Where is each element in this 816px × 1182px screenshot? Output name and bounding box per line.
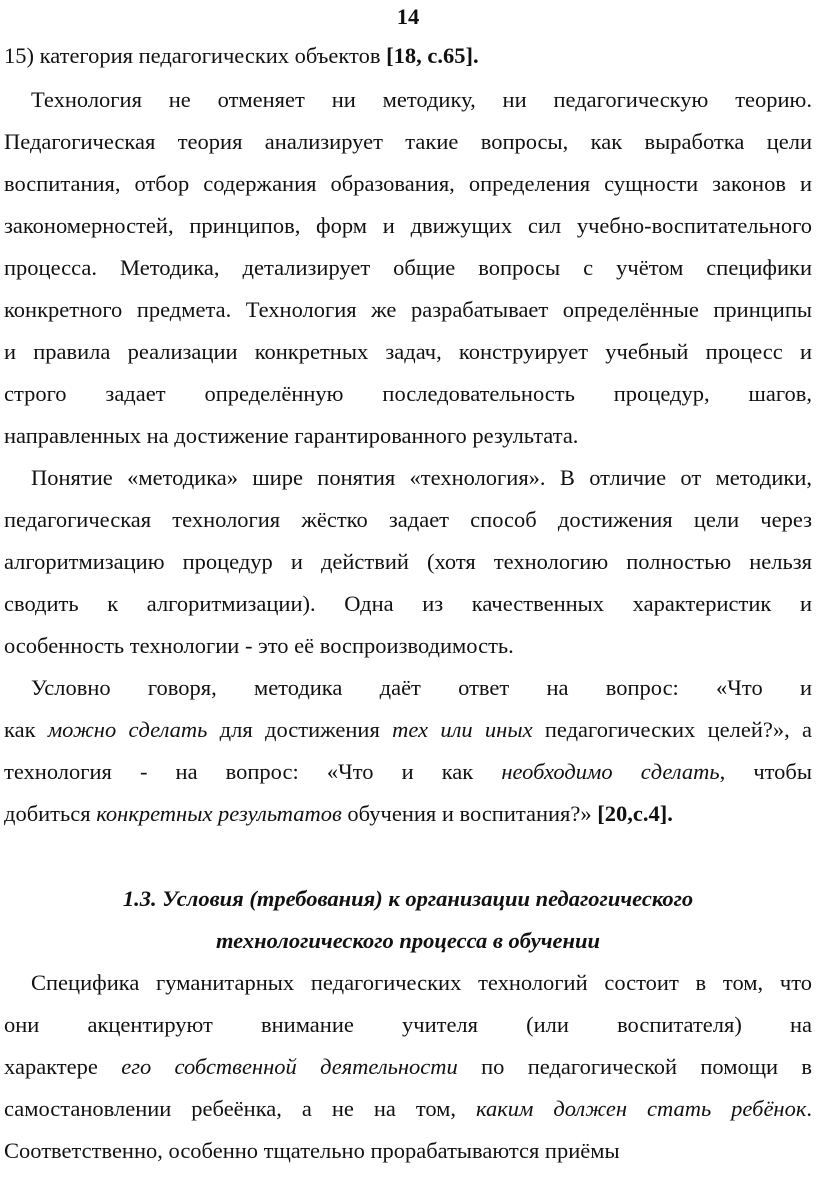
text-run: направленных на достижение гарантированного результата. xyxy=(4,423,579,448)
text-run: обучения и воспитания?» xyxy=(341,801,598,826)
paragraph-line xyxy=(4,968,812,998)
text-run: , чтобы xyxy=(719,759,812,784)
citation-text: [18, с.65]. xyxy=(386,43,479,68)
emphasis-text: можно сделать xyxy=(47,717,208,742)
list-item-15 xyxy=(4,41,812,71)
text-run: воспитания, отбор содержания образования, определения сущности законов и xyxy=(4,171,812,196)
paragraph-line xyxy=(4,757,812,787)
emphasis-text: тех или иных xyxy=(392,717,533,742)
text-run: особенность технологии - это её воспроизводимость. xyxy=(4,633,514,658)
text-run: педагогическая технология жёстко задает способ достижения цели через xyxy=(4,507,812,532)
text-run: как xyxy=(4,717,48,742)
paragraph-line xyxy=(4,715,812,745)
text-run: Специфика гуманитарных педагогических технологий состоит в том, что xyxy=(31,970,812,995)
text-run: Понятие «методика» шире понятия «технология». В отличие от методики, xyxy=(31,465,812,490)
section-heading xyxy=(4,884,812,914)
text-run: закономерностей, принципов, форм и движущих сил учебно-воспитательного xyxy=(4,213,812,238)
text-run: для достижения xyxy=(207,717,393,742)
paragraph-line xyxy=(4,1136,812,1166)
text-run: технология - на вопрос: «Что и как xyxy=(4,759,502,784)
emphasis-text: конкретных результатов xyxy=(96,801,342,826)
paragraph-line xyxy=(4,127,812,157)
page-number: 14 xyxy=(396,4,420,29)
paragraph-line xyxy=(4,1052,812,1082)
paragraph-line xyxy=(4,169,812,199)
paragraph-line xyxy=(4,673,812,703)
text-run: педагогических целей?», а xyxy=(532,717,812,742)
paragraph-line xyxy=(4,253,812,283)
paragraph-line xyxy=(4,337,812,367)
text-run: Условно говоря, методика даёт ответ на вопрос: «Что и xyxy=(31,675,812,700)
text-run: Технология не отменяет ни методику, ни педагогическую теорию. xyxy=(31,87,812,112)
paragraph-line xyxy=(4,1010,812,1040)
text-run: конкретного предмета. Технология же разрабатывает определённые принципы xyxy=(4,297,812,322)
paragraph-line xyxy=(4,505,812,535)
paragraph-line xyxy=(4,421,812,451)
paragraph-line xyxy=(4,547,812,577)
text-run: добиться xyxy=(4,801,97,826)
paragraph-line xyxy=(4,631,812,661)
emphasis-text: его собственной деятельности xyxy=(121,1054,458,1079)
text-run: 1.3. Условия (требования) к организации педагогического xyxy=(122,886,694,911)
citation-text: [20,с.4]. xyxy=(597,801,673,826)
text-run: по педагогической помощи в xyxy=(457,1054,813,1079)
paragraph-line xyxy=(4,211,812,241)
emphasis-text: каким должен стать ребёнок xyxy=(476,1096,807,1121)
paragraph-line xyxy=(4,589,812,619)
text-run: алгоритмизацию процедур и действий (хотя технологию полностью нельзя xyxy=(4,549,812,574)
text-run: самостановлении ребеёнка, а не на том, xyxy=(4,1096,477,1121)
paragraph-line xyxy=(4,379,812,409)
text-run: сводить к алгоритмизации). Одна из качественных характеристик и xyxy=(4,591,812,616)
text-run: строго задает определённую последовательность процедур, шагов, xyxy=(4,381,812,406)
paragraph-line xyxy=(4,799,812,829)
text-run: технологического процесса в обучении xyxy=(215,928,601,953)
paragraph-line xyxy=(4,295,812,325)
paragraph-line xyxy=(4,1094,812,1124)
text-run: Соответственно, особенно тщательно прорабатываются приёмы xyxy=(4,1138,620,1163)
emphasis-text: необходимо сделать xyxy=(501,759,720,784)
text-run: 15) категория педагогических объектов xyxy=(4,43,387,68)
text-run: и правила реализации конкретных задач, конструирует учебный процесс и xyxy=(4,339,812,364)
text-run: характере xyxy=(4,1054,122,1079)
section-heading xyxy=(4,926,812,956)
text-run: . xyxy=(806,1096,812,1121)
text-run: они акцентируют внимание учителя (или воспитателя) на xyxy=(4,1012,812,1037)
text-run: Педагогическая теория анализирует такие вопросы, как выработка цели xyxy=(4,129,812,154)
paragraph-line xyxy=(4,463,812,493)
paragraph-line xyxy=(4,85,812,115)
text-run: процесса. Методика, детализирует общие вопросы с учётом специфики xyxy=(4,255,812,280)
